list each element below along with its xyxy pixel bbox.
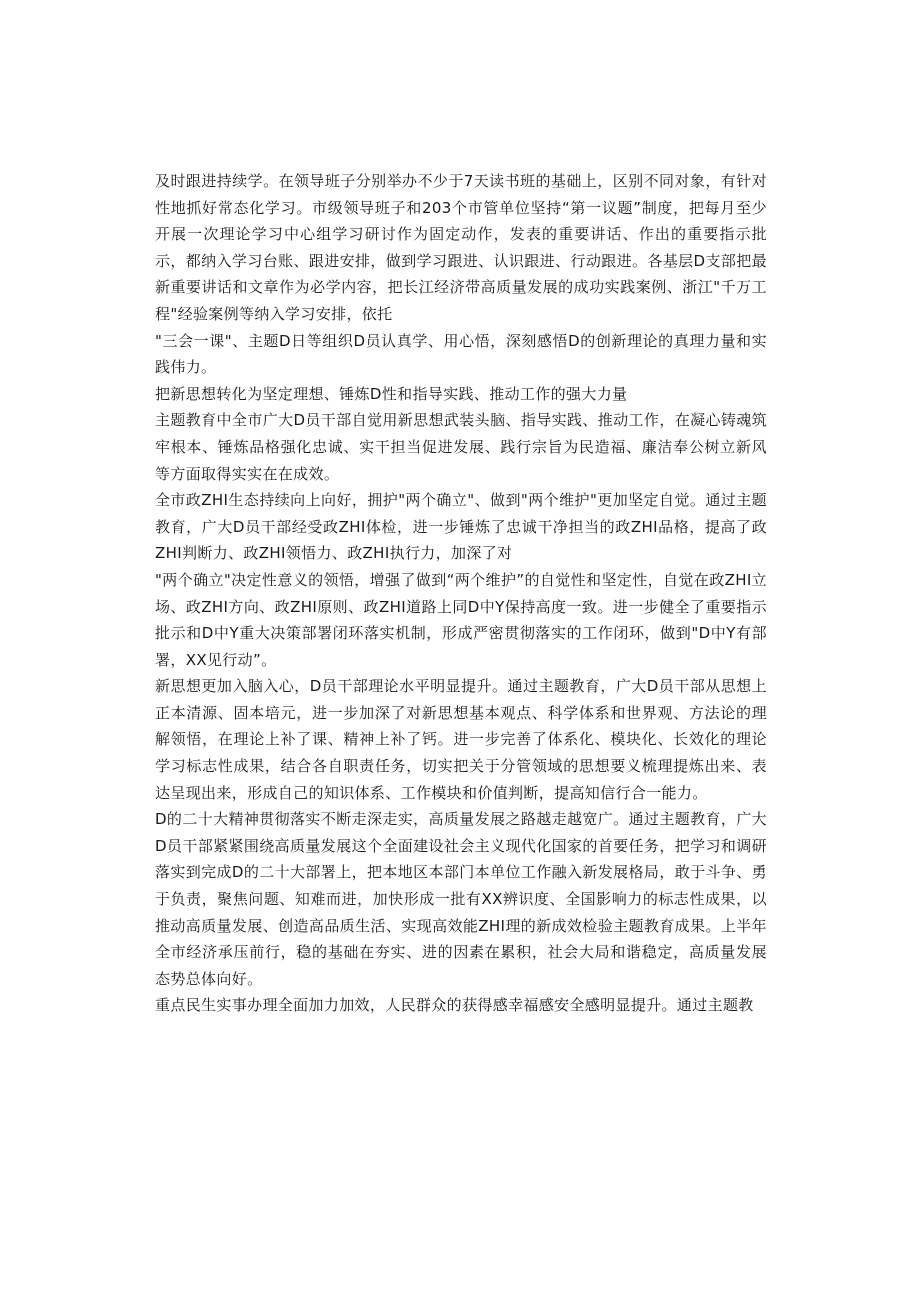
- paragraph-4: 全市政ZHI生态持续向上向好，拥护"两个确立"、做到"两个维护"更加坚定自觉。通过主题教育，广大D员干部经受政ZHI体检，进一步锤炼了忠诚干净担当的政ZHI品格，提高了政ZHI判断力、政ZHI领悟力、政ZHI执行力，加深了对: [155, 491, 767, 563]
- paragraph-5: "两个确立"决定性意义的领悟，增强了做到“两个维护”的自觉性和坚定性，自觉在政ZHI立场、政ZHI方向、政ZHI原则、政ZHI道路上同D中Y保持高度一致。进一步健全了重要指示批示和D中Y重大决策部署闭环落实机制，形成严密贯彻落实的工作闭环，做到"D中Y有部署，XX见行动”。: [155, 570, 767, 669]
- paragraph-3: 主题教育中全市广大D员干部自觉用新思想武装头脑、指导实践、推动工作，在凝心铸魂筑牢根本、锤炼品格强化忠诚、实干担当促进发展、践行宗旨为民造福、廉洁奉公树立新风等方面取得实实在在成效。: [155, 411, 767, 483]
- section-heading: 把新思想转化为坚定理想、锤炼D性和指导实践、推动工作的强大力量: [155, 384, 628, 403]
- paragraph-8: 重点民生实事办理全面加力加效，人民群众的获得感幸福感安全感明显提升。通过主题教: [155, 996, 754, 1015]
- document-body: [155, 168, 767, 1019]
- paragraph-6: 新思想更加入脑入心，D员干部理论水平明显提升。通过主题教育，广大D员干部从思想上正本清源、固本培元，进一步加深了对新思想基本观点、科学体系和世界观、方法论的理解领悟，在理论上补了课、精神上补了钙。进一步完善了体系化、模块化、长效化的理论学习标志性成果，结合各自职责任务，切实把关于分管领域的思想要义梳理提炼出来、表达呈现出来，形成自己的知识体系、工作模块和价值判断，提高知信行合一能力。: [155, 677, 767, 802]
- paragraph-7: D的二十大精神贯彻落实不断走深走实，高质量发展之路越走越宽广。通过主题教育，广大D员干部紧紧围绕高质量发展这个全面建设社会主义现代化国家的首要任务，把学习和调研落实到完成D的二十大部署上，把本地区本部门本单位工作融入新发展格局，敢于斗争、勇于负责，聚焦问题、知难而进，加快形成一批有XX辨识度、全国影响力的标志性成果，以推动高质量发展、创造高品质生活、实现高效能ZHI理的新成效检验主题教育成果。上半年全市经济承压前行，稳的基础在夯实、进的因素在累积，社会大局和谐稳定，高质量发展态势总体向好。: [155, 810, 767, 988]
- paragraph-2: "三会一课"、主题D日等组织D员认真学、用心悟，深刻感悟D的创新理论的真理力量和实践伟力。: [155, 331, 767, 377]
- paragraph-1: 及时跟进持续学。在领导班子分别举办不少于7天读书班的基础上，区别不同对象，有针对性地抓好常态化学习。市级领导班子和203个市管单位坚持“第一议题”制度，把每月至少开展一次理论学习中心组学习研讨作为固定动作，发表的重要讲话、作出的重要指示批示，都纳入学习台账、跟进安排，做到学习跟进、认识跟进、行动跟进。各基层D支部把最新重要讲话和文章作为必学内容，把长江经济带高质量发展的成功实践案例、浙江"千万工程"经验案例等纳入学习安排，依托: [155, 172, 767, 323]
